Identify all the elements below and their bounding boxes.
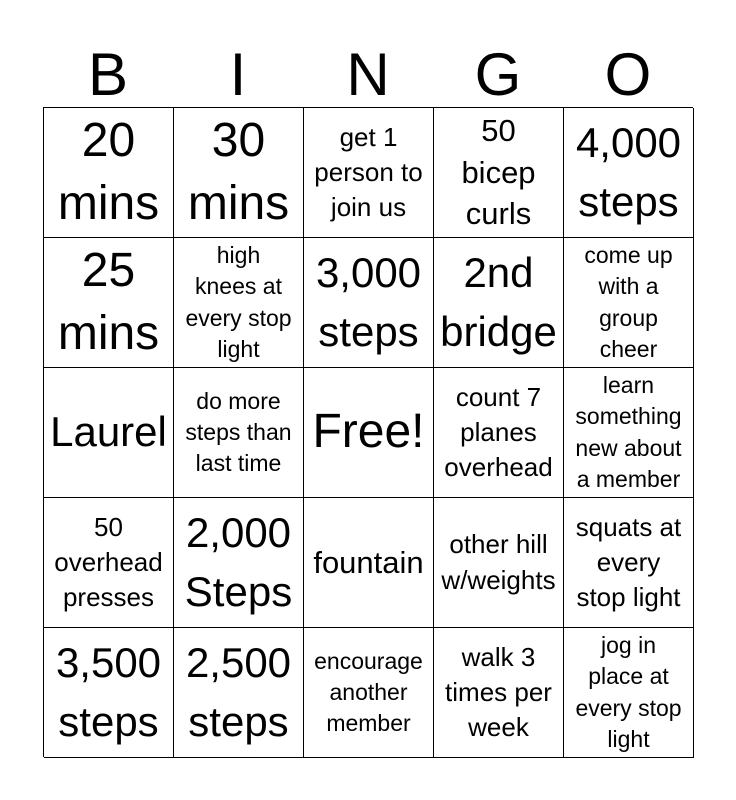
bingo-cell[interactable] (174, 368, 304, 498)
bingo-cell[interactable] (44, 238, 174, 368)
bingo-cell[interactable] (564, 368, 694, 498)
bingo-cell-text: 2,000 Steps (184, 508, 293, 615)
bingo-cell-text: other hill w/weights (441, 529, 556, 595)
bingo-cell-text: 4,000 steps (575, 118, 682, 225)
bingo-cell[interactable] (44, 498, 174, 628)
bingo-header (43, 40, 693, 108)
bingo-cell-text: do more steps than last time (185, 387, 292, 477)
bingo-cell-text: 2nd bridge (440, 248, 557, 355)
bingo-cell-text: 50 overhead presses (54, 511, 163, 613)
bingo-cell-text: jog in place at every stop light (575, 632, 682, 752)
bingo-cell[interactable] (174, 498, 304, 628)
bingo-cell[interactable] (304, 108, 434, 238)
bingo-cell[interactable] (44, 368, 174, 498)
bingo-cell-text: 50 bicep curls (461, 112, 536, 232)
header-letter-n: N (346, 41, 390, 108)
bingo-cell[interactable] (564, 108, 694, 238)
bingo-cell[interactable] (434, 238, 564, 368)
bingo-cell-text: Laurel (50, 408, 167, 456)
bingo-cell-text: 20 mins (57, 114, 160, 230)
header-letter-g: G (474, 41, 522, 108)
bingo-cell-text: get 1 person to join us (314, 121, 423, 223)
bingo-cell-text: 2,500 steps (185, 638, 292, 745)
bingo-cell[interactable] (174, 108, 304, 238)
bingo-cell[interactable] (434, 108, 564, 238)
bingo-cell-text: squats at every stop light (575, 511, 682, 613)
bingo-cell-text: 3,500 steps (55, 638, 162, 745)
bingo-cell[interactable] (304, 368, 434, 498)
header-letter-o: O (604, 41, 652, 108)
bingo-cell-text: 25 mins (57, 244, 160, 360)
bingo-cell[interactable] (304, 238, 434, 368)
bingo-cell-text: Free! (312, 405, 425, 459)
bingo-cell[interactable] (564, 498, 694, 628)
bingo-cell-text: walk 3 times per week (445, 641, 552, 743)
bingo-cell[interactable] (174, 238, 304, 368)
bingo-cell[interactable] (434, 368, 564, 498)
bingo-cell[interactable] (304, 498, 434, 628)
bingo-cell[interactable] (174, 628, 304, 758)
bingo-cell[interactable] (434, 498, 564, 628)
bingo-cell-text: fountain (313, 544, 424, 580)
bingo-cell[interactable] (564, 238, 694, 368)
bingo-cell-text: 3,000 steps (315, 248, 422, 355)
header-letter-b: B (87, 41, 129, 108)
bingo-cell-text: encourage another member (314, 647, 423, 737)
header-letter-i: I (229, 41, 247, 108)
bingo-cell[interactable] (434, 628, 564, 758)
bingo-cell[interactable] (44, 628, 174, 758)
bingo-cell-text: count 7 planes overhead (444, 381, 553, 483)
bingo-cell-text: come up with a group cheer (584, 242, 673, 362)
bingo-cell-text: learn something new about a member (575, 372, 682, 492)
bingo-board (43, 107, 693, 757)
bingo-cell-text: high knees at every stop light (185, 242, 292, 362)
bingo-cell[interactable] (564, 628, 694, 758)
bingo-cell-text: 30 mins (187, 114, 290, 230)
bingo-cell[interactable] (44, 108, 174, 238)
bingo-cell[interactable] (304, 628, 434, 758)
